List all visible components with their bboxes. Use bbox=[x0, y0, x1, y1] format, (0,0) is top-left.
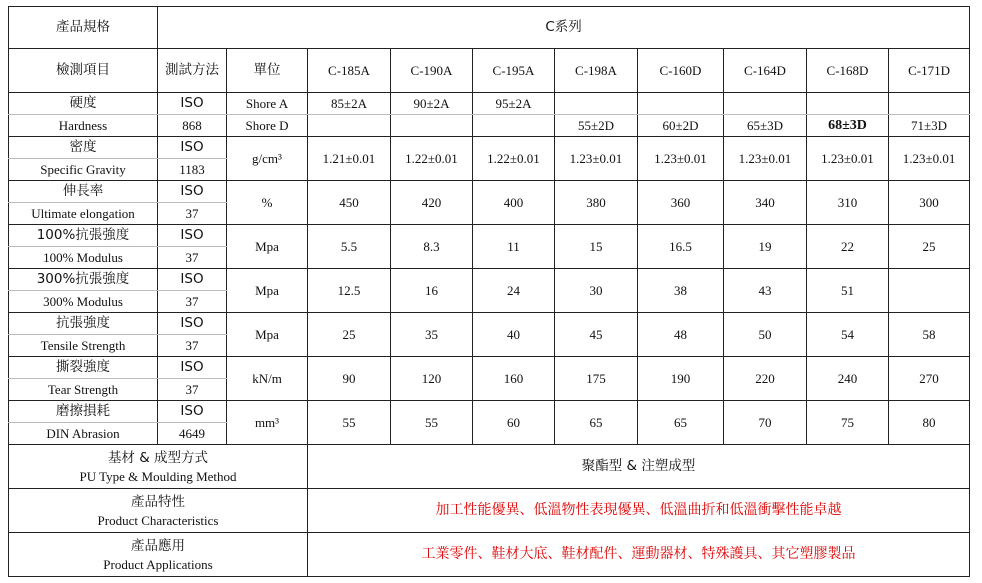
method-top: ISO bbox=[158, 313, 227, 335]
value-cell: 300 bbox=[889, 181, 970, 225]
method-top: ISO bbox=[158, 401, 227, 423]
value-cell: 420 bbox=[391, 181, 473, 225]
method-label: 測試方法 bbox=[158, 49, 227, 93]
value-cell: 360 bbox=[638, 181, 724, 225]
method-top: ISO bbox=[158, 93, 227, 115]
footer-label bbox=[9, 533, 308, 577]
footer-row bbox=[9, 533, 970, 577]
item-name-en: Tensile Strength bbox=[9, 335, 158, 357]
unit-cell: Mpa bbox=[227, 225, 308, 269]
value-cell: 55±2D bbox=[555, 115, 638, 137]
value-cell: 90 bbox=[308, 357, 391, 401]
method-bottom: 37 bbox=[158, 247, 227, 269]
value-cell: 90±2A bbox=[391, 93, 473, 115]
product-spec-table bbox=[8, 6, 970, 577]
method-bottom: 868 bbox=[158, 115, 227, 137]
value-cell: 48 bbox=[638, 313, 724, 357]
value-cell: 55 bbox=[391, 401, 473, 445]
value-cell: 70 bbox=[724, 401, 807, 445]
value-cell: 16 bbox=[391, 269, 473, 313]
unit-shore-a: Shore A bbox=[227, 93, 308, 115]
item-name-en: Specific Gravity bbox=[9, 159, 158, 181]
value-cell bbox=[308, 115, 391, 137]
model-header: C-168D bbox=[807, 49, 889, 93]
value-cell bbox=[638, 93, 724, 115]
property-row-top bbox=[9, 401, 970, 423]
value-cell: 35 bbox=[391, 313, 473, 357]
unit-cell: mm³ bbox=[227, 401, 308, 445]
item-name-zh: 300%抗張強度 bbox=[9, 269, 158, 291]
footer-row bbox=[9, 445, 970, 489]
value-cell: 22 bbox=[807, 225, 889, 269]
item-label: 檢測項目 bbox=[9, 49, 158, 93]
method-top: ISO bbox=[158, 269, 227, 291]
footer-label bbox=[9, 489, 308, 533]
property-row-top bbox=[9, 181, 970, 203]
item-name-en: Hardness bbox=[9, 115, 158, 137]
method-bottom: 37 bbox=[158, 291, 227, 313]
item-name-en: 100% Modulus bbox=[9, 247, 158, 269]
value-cell: 54 bbox=[807, 313, 889, 357]
value-cell: 65±3D bbox=[724, 115, 807, 137]
method-bottom: 37 bbox=[158, 379, 227, 401]
value-cell: 1.23±0.01 bbox=[889, 137, 970, 181]
spec-label: 產品規格 bbox=[9, 7, 158, 49]
footer-value: 加工性能優異、低溫物性表現優異、低溫曲折和低溫衝擊性能卓越 bbox=[308, 489, 970, 533]
header-row-models bbox=[9, 49, 970, 93]
value-cell: 24 bbox=[473, 269, 555, 313]
value-cell: 71±3D bbox=[889, 115, 970, 137]
value-cell: 310 bbox=[807, 181, 889, 225]
value-cell: 1.23±0.01 bbox=[638, 137, 724, 181]
value-cell: 19 bbox=[724, 225, 807, 269]
value-cell: 1.23±0.01 bbox=[555, 137, 638, 181]
footer-label-en: Product Characteristics bbox=[97, 512, 219, 528]
value-cell: 55 bbox=[308, 401, 391, 445]
value-cell bbox=[889, 269, 970, 313]
model-header: C-160D bbox=[638, 49, 724, 93]
value-cell: 450 bbox=[308, 181, 391, 225]
item-name-en: 300% Modulus bbox=[9, 291, 158, 313]
method-top: ISO bbox=[158, 137, 227, 159]
value-cell bbox=[807, 93, 889, 115]
footer-row bbox=[9, 489, 970, 533]
value-cell: 30 bbox=[555, 269, 638, 313]
item-name-zh: 伸長率 bbox=[9, 181, 158, 203]
value-cell: 60 bbox=[473, 401, 555, 445]
item-name-zh: 抗張強度 bbox=[9, 313, 158, 335]
value-cell: 75 bbox=[807, 401, 889, 445]
value-cell: 58 bbox=[889, 313, 970, 357]
value-cell: 45 bbox=[555, 313, 638, 357]
value-cell bbox=[473, 115, 555, 137]
value-cell: 51 bbox=[807, 269, 889, 313]
value-cell: 8.3 bbox=[391, 225, 473, 269]
value-cell: 175 bbox=[555, 357, 638, 401]
property-row-top bbox=[9, 357, 970, 379]
unit-cell: Mpa bbox=[227, 313, 308, 357]
method-top: ISO bbox=[158, 357, 227, 379]
value-cell: 340 bbox=[724, 181, 807, 225]
unit-cell: Mpa bbox=[227, 269, 308, 313]
value-cell: 25 bbox=[308, 313, 391, 357]
item-name-en: Ultimate elongation bbox=[9, 203, 158, 225]
model-header: C-190A bbox=[391, 49, 473, 93]
property-row-top bbox=[9, 225, 970, 247]
value-cell: 5.5 bbox=[308, 225, 391, 269]
value-cell bbox=[724, 93, 807, 115]
value-cell: 1.23±0.01 bbox=[807, 137, 889, 181]
method-bottom: 37 bbox=[158, 203, 227, 225]
unit-shore-d: Shore D bbox=[227, 115, 308, 137]
value-cell: 80 bbox=[889, 401, 970, 445]
item-name-zh: 撕裂強度 bbox=[9, 357, 158, 379]
unit-label: 單位 bbox=[227, 49, 308, 93]
value-cell: 1.22±0.01 bbox=[391, 137, 473, 181]
value-cell bbox=[889, 93, 970, 115]
item-name-zh: 磨擦損耗 bbox=[9, 401, 158, 423]
footer-label-en: Product Applications bbox=[103, 556, 213, 572]
value-cell: 1.23±0.01 bbox=[724, 137, 807, 181]
footer-label-zh: 產品特性 bbox=[131, 493, 185, 510]
footer-label bbox=[9, 445, 308, 489]
method-bottom: 37 bbox=[158, 335, 227, 357]
value-cell bbox=[555, 93, 638, 115]
item-name-zh: 密度 bbox=[9, 137, 158, 159]
unit-cell: % bbox=[227, 181, 308, 225]
model-header: C-198A bbox=[555, 49, 638, 93]
value-cell: 65 bbox=[555, 401, 638, 445]
value-cell: 12.5 bbox=[308, 269, 391, 313]
model-header: C-164D bbox=[724, 49, 807, 93]
footer-label-en: PU Type & Moulding Method bbox=[79, 468, 237, 484]
property-row-top bbox=[9, 137, 970, 159]
value-cell: 50 bbox=[724, 313, 807, 357]
value-cell: 270 bbox=[889, 357, 970, 401]
item-name-en: DIN Abrasion bbox=[9, 423, 158, 445]
value-cell: 160 bbox=[473, 357, 555, 401]
method-bottom: 1183 bbox=[158, 159, 227, 181]
value-cell: 380 bbox=[555, 181, 638, 225]
value-cell: 68±3D bbox=[807, 115, 889, 137]
value-cell: 220 bbox=[724, 357, 807, 401]
value-cell bbox=[391, 115, 473, 137]
method-top: ISO bbox=[158, 181, 227, 203]
property-row-top bbox=[9, 313, 970, 335]
value-cell: 85±2A bbox=[308, 93, 391, 115]
method-top: ISO bbox=[158, 225, 227, 247]
value-cell: 240 bbox=[807, 357, 889, 401]
footer-value: 聚酯型 & 注塑成型 bbox=[308, 445, 970, 489]
value-cell: 60±2D bbox=[638, 115, 724, 137]
value-cell: 120 bbox=[391, 357, 473, 401]
value-cell: 25 bbox=[889, 225, 970, 269]
model-header: C-195A bbox=[473, 49, 555, 93]
hardness-row-d bbox=[9, 115, 970, 137]
value-cell: 15 bbox=[555, 225, 638, 269]
method-bottom: 4649 bbox=[158, 423, 227, 445]
value-cell: 43 bbox=[724, 269, 807, 313]
value-cell: 40 bbox=[473, 313, 555, 357]
value-cell: 190 bbox=[638, 357, 724, 401]
unit-cell: g/cm³ bbox=[227, 137, 308, 181]
value-cell: 16.5 bbox=[638, 225, 724, 269]
value-cell: 1.22±0.01 bbox=[473, 137, 555, 181]
footer-value: 工業零件、鞋材大底、鞋材配件、運動器材、特殊護具、其它塑膠製品 bbox=[308, 533, 970, 577]
value-cell: 38 bbox=[638, 269, 724, 313]
value-cell: 95±2A bbox=[473, 93, 555, 115]
model-header: C-171D bbox=[889, 49, 970, 93]
item-name-zh: 硬度 bbox=[9, 93, 158, 115]
unit-cell: kN/m bbox=[227, 357, 308, 401]
value-cell: 11 bbox=[473, 225, 555, 269]
item-name-zh: 100%抗張強度 bbox=[9, 225, 158, 247]
header-row-top bbox=[9, 7, 970, 49]
series-label: C系列 bbox=[158, 7, 970, 49]
value-cell: 65 bbox=[638, 401, 724, 445]
item-name-en: Tear Strength bbox=[9, 379, 158, 401]
value-cell: 400 bbox=[473, 181, 555, 225]
property-row-top bbox=[9, 269, 970, 291]
model-header: C-185A bbox=[308, 49, 391, 93]
footer-label-zh: 基材 & 成型方式 bbox=[107, 449, 209, 466]
hardness-row-a bbox=[9, 93, 970, 115]
value-cell: 1.21±0.01 bbox=[308, 137, 391, 181]
footer-label-zh: 產品應用 bbox=[131, 537, 185, 554]
